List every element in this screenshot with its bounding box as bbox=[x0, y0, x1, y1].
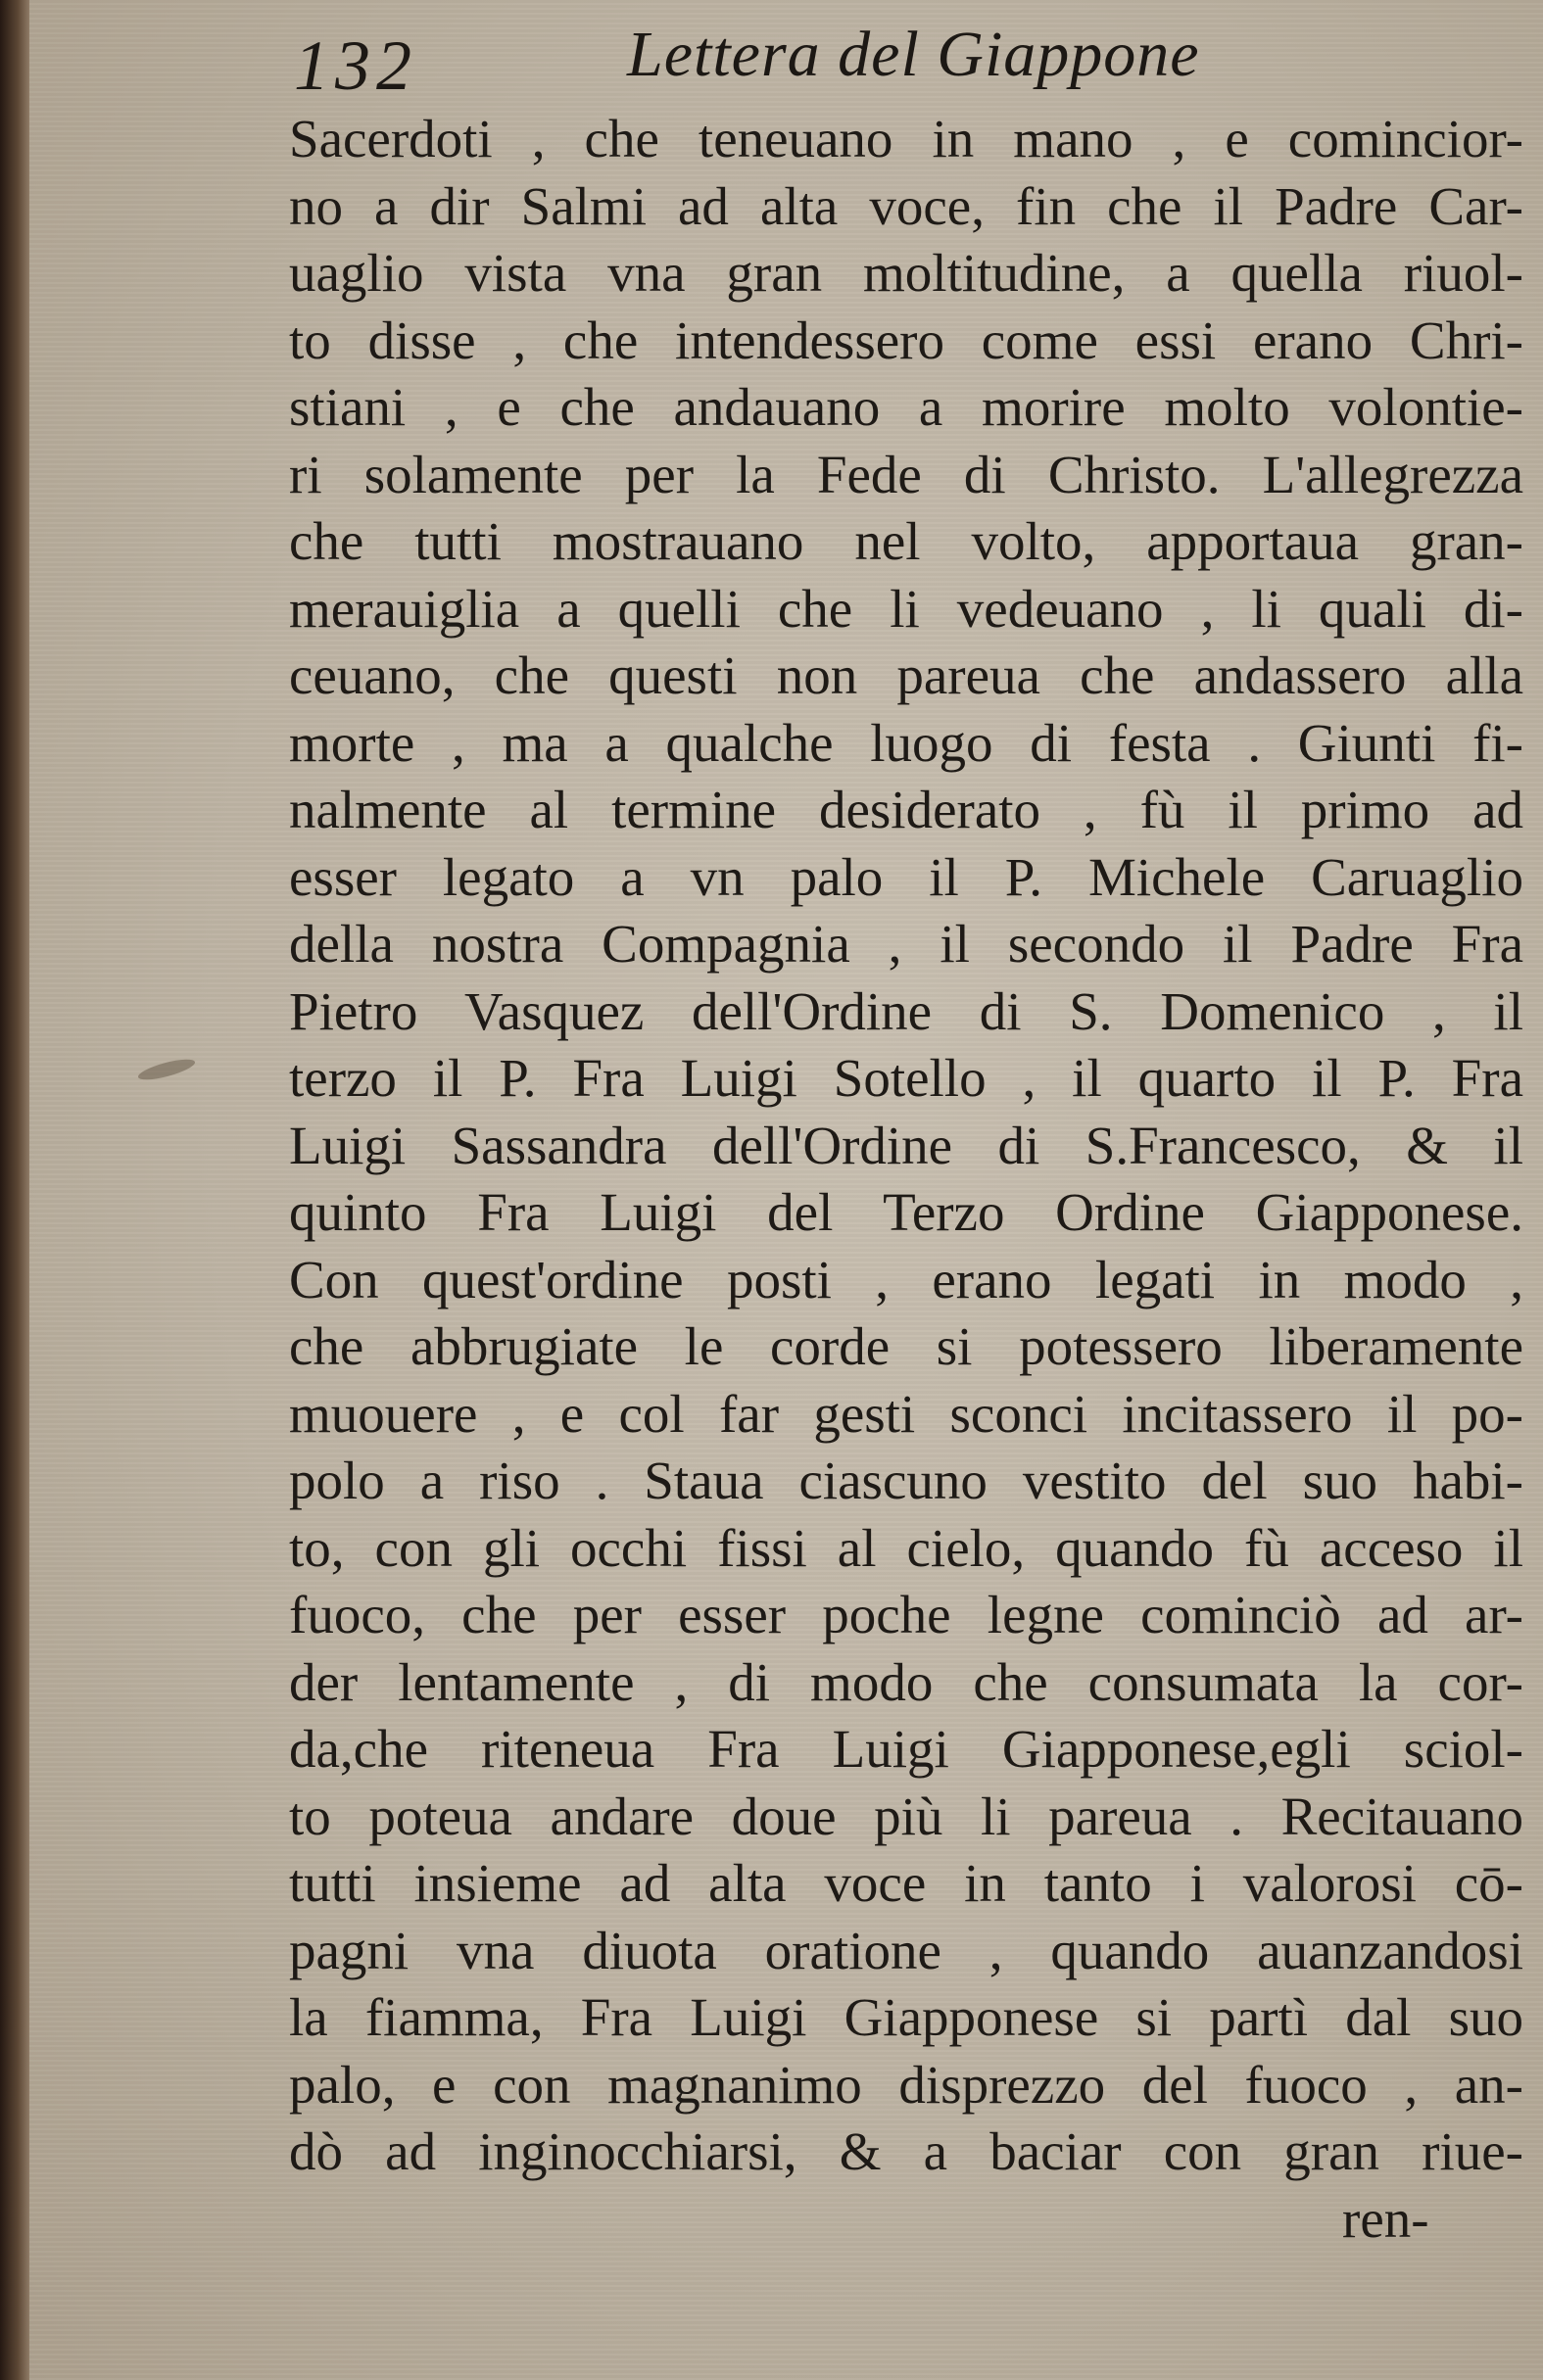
text-line: der lentamente , di modo che consumata la cor- bbox=[289, 1651, 1523, 1712]
text-line: stiani , e che andauano a morire molto volontie- bbox=[289, 377, 1523, 437]
body-text bbox=[289, 106, 1523, 2253]
text-line: Pietro Vasquez dell'Ordine di S. Domenico , il bbox=[289, 980, 1523, 1041]
text-line: no a dir Salmi ad alta voce, fin che il Padre Car- bbox=[289, 175, 1523, 236]
text-line: terzo il P. Fra Luigi Sotello , il quarto il P. Fra bbox=[289, 1048, 1523, 1108]
text-line: polo a riso . Staua ciascuno vestito del suo habi- bbox=[289, 1451, 1523, 1510]
text-line: Luigi Sassandra dell'Ordine di S.Francesco, & il bbox=[289, 1115, 1523, 1175]
text-line: ceuano, che questi non pareua che andassero alla bbox=[289, 645, 1523, 705]
text-line: to poteua andare doue più li pareua . Recitauano bbox=[289, 1785, 1523, 1846]
text-line: fuoco, che per esser poche legne cominciò ad ar- bbox=[289, 1585, 1523, 1644]
text-line: che abbrugiate le corde si potessero liberamente bbox=[289, 1316, 1523, 1376]
text-line: ri solamente per la Fede di Christo. L'allegrezza bbox=[289, 444, 1523, 504]
text-line: uaglio vista vna gran moltitudine, a quella riuol- bbox=[289, 243, 1523, 303]
ink-stain bbox=[136, 1055, 197, 1083]
text-line: morte , ma a qualche luogo di festa . Giunti fi- bbox=[289, 712, 1523, 773]
text-line: nalmente al termine desiderato , fù il primo ad bbox=[289, 780, 1523, 839]
text-line: la fiamma, Fra Luigi Giapponese si partì dal suo bbox=[289, 1987, 1523, 2047]
book-page bbox=[29, 0, 1543, 2380]
text-line: dò ad inginocchiarsi, & a baciar con gran riue- bbox=[289, 2121, 1523, 2181]
text-line: tutti insieme ad alta voce in tanto i valorosi cō- bbox=[289, 1853, 1523, 1913]
book-spine-edge bbox=[0, 0, 29, 2380]
catchword: ren- bbox=[1342, 2188, 1429, 2249]
text-line: Con quest'ordine posti , erano legati in modo , bbox=[289, 1249, 1523, 1309]
running-title: Lettera del Giappone bbox=[627, 19, 1200, 90]
text-line: palo, e con magnanimo disprezzo del fuoco , an- bbox=[289, 2054, 1523, 2115]
text-line: quinto Fra Luigi del Terzo Ordine Giapponese. bbox=[289, 1182, 1523, 1242]
text-line: pagni vna diuota oratione , quando auanzandosi bbox=[289, 1920, 1523, 1980]
page-number: 132 bbox=[294, 26, 417, 105]
text-line: merauiglia a quelli che li vedeuano , li quali di- bbox=[289, 578, 1523, 639]
text-line: to disse , che intendessero come essi erano Chri- bbox=[289, 309, 1523, 370]
text-line: da,che riteneua Fra Luigi Giapponese,egli sciol- bbox=[289, 1719, 1523, 1779]
text-line: che tutti mostrauano nel volto, apportaua gran- bbox=[289, 511, 1523, 571]
running-head bbox=[294, 18, 1274, 106]
text-line: to, con gli occhi fissi al cielo, quando fù acceso il bbox=[289, 1517, 1523, 1578]
text-line: muouere , e col far gesti sconci incitassero il po- bbox=[289, 1383, 1523, 1444]
text-line: esser legato a vn palo il P. Michele Caruaglio bbox=[289, 846, 1523, 907]
text-line: Sacerdoti , che teneuano in mano , e comincior- bbox=[289, 109, 1523, 168]
text-line: della nostra Compagnia , il secondo il Padre Fra bbox=[289, 914, 1523, 974]
